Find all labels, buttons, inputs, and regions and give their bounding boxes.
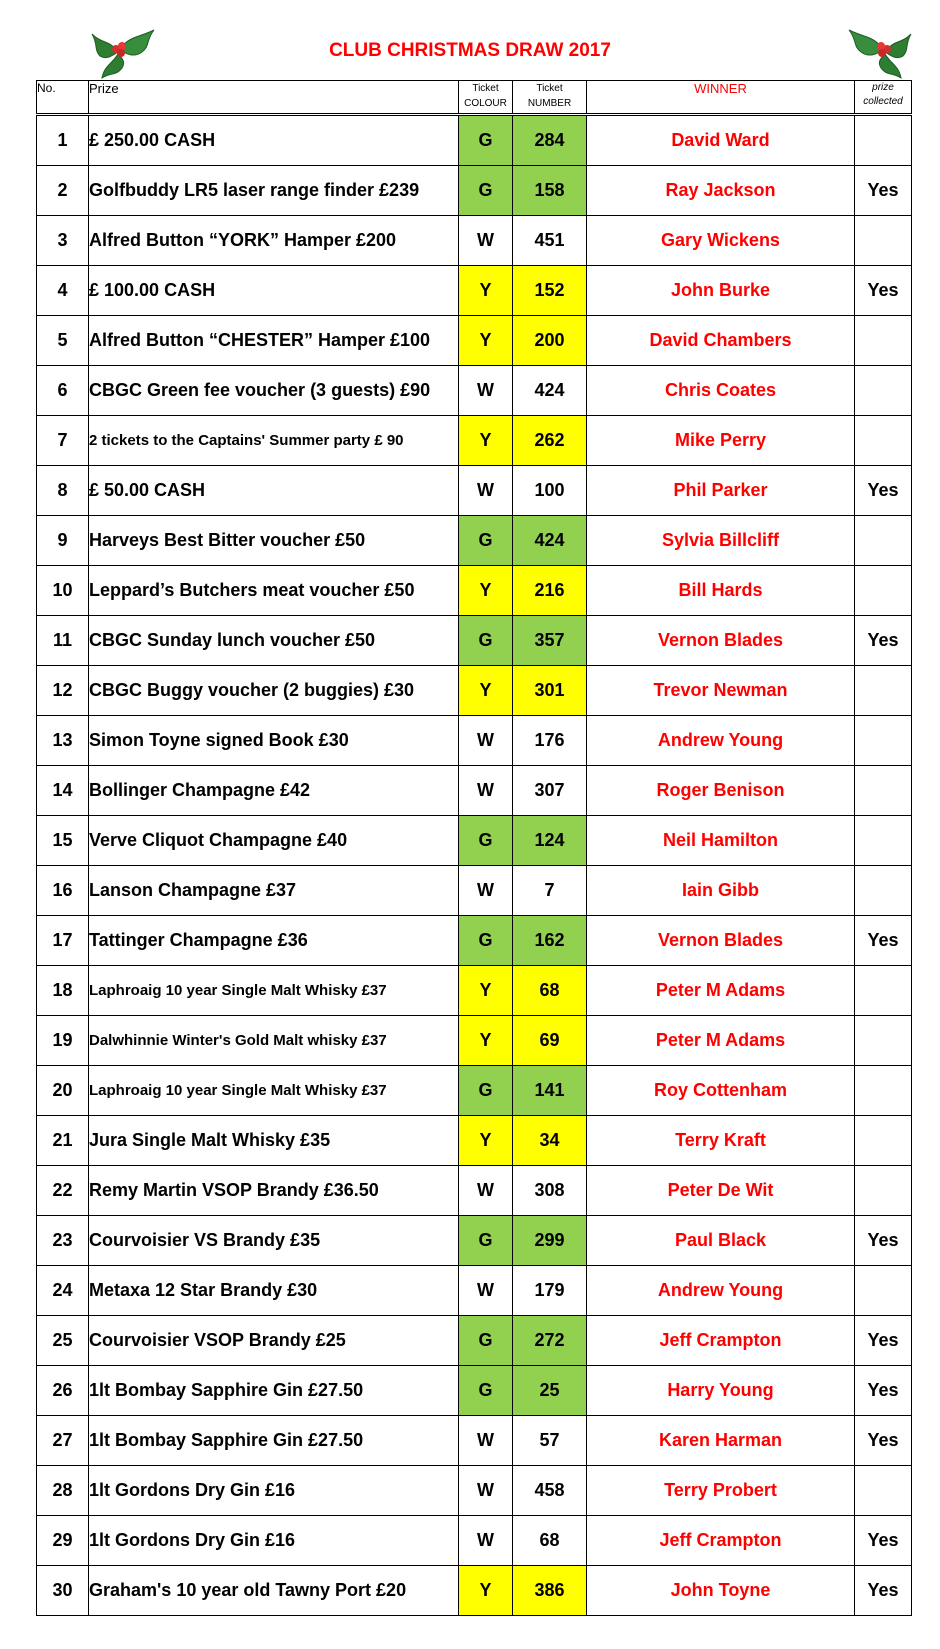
table-row xyxy=(37,1116,912,1166)
header-ticket-colour-line2: COLOUR xyxy=(464,98,507,109)
prize-number-cell: 18 xyxy=(37,966,89,1016)
prize-number-cell: 26 xyxy=(37,1366,89,1416)
header-ticket-number-line1: Ticket xyxy=(536,83,563,94)
winner-cell: David Chambers xyxy=(587,316,855,366)
prize-number-cell: 20 xyxy=(37,1066,89,1116)
prize-cell: Alfred Button “CHESTER” Hamper £100 xyxy=(89,316,459,366)
winner-cell: John Burke xyxy=(587,266,855,316)
table-row xyxy=(37,1416,912,1466)
prize-cell: Verve Cliquot Champagne £40 xyxy=(89,816,459,866)
prize-collected-cell: Yes xyxy=(855,166,912,216)
prize-number-cell: 1 xyxy=(37,115,89,166)
prize-cell: £ 100.00 CASH xyxy=(89,266,459,316)
winner-cell: Bill Hards xyxy=(587,566,855,616)
ticket-number-cell: 200 xyxy=(513,316,587,366)
prize-collected-cell: Yes xyxy=(855,266,912,316)
prize-collected-cell xyxy=(855,716,912,766)
table-row xyxy=(37,616,912,666)
ticket-number-cell: 179 xyxy=(513,1266,587,1316)
prize-cell: Golfbuddy LR5 laser range finder £239 xyxy=(89,166,459,216)
ticket-colour-cell: Y xyxy=(459,666,513,716)
prize-cell: Tattinger Champagne £36 xyxy=(89,916,459,966)
ticket-colour-cell: G xyxy=(459,1316,513,1366)
table-row xyxy=(37,916,912,966)
prize-collected-cell xyxy=(855,1166,912,1216)
ticket-colour-cell: Y xyxy=(459,316,513,366)
prize-cell: Jura Single Malt Whisky £35 xyxy=(89,1116,459,1166)
prize-cell: 2 tickets to the Captains' Summer party £ 90 xyxy=(89,416,459,466)
winner-cell: Sylvia Billcliff xyxy=(587,516,855,566)
ticket-colour-cell: G xyxy=(459,616,513,666)
table-row xyxy=(37,316,912,366)
prize-number-cell: 8 xyxy=(37,466,89,516)
prize-collected-cell xyxy=(855,1016,912,1066)
ticket-number-cell: 34 xyxy=(513,1116,587,1166)
table-row xyxy=(37,266,912,316)
prize-cell: £ 250.00 CASH xyxy=(89,115,459,166)
prize-collected-cell xyxy=(855,866,912,916)
ticket-colour-cell: W xyxy=(459,866,513,916)
ticket-colour-cell: Y xyxy=(459,416,513,466)
prize-number-cell: 23 xyxy=(37,1216,89,1266)
ticket-number-cell: 357 xyxy=(513,616,587,666)
header-ticket-number xyxy=(513,81,587,115)
prize-number-cell: 9 xyxy=(37,516,89,566)
ticket-number-cell: 158 xyxy=(513,166,587,216)
prize-collected-cell xyxy=(855,416,912,466)
prize-cell: Remy Martin VSOP Brandy £36.50 xyxy=(89,1166,459,1216)
winner-cell: Vernon Blades xyxy=(587,916,855,966)
header-ticket-number-line2: NUMBER xyxy=(527,98,572,109)
table-row xyxy=(37,1466,912,1516)
ticket-number-cell: 301 xyxy=(513,666,587,716)
winner-cell: Harry Young xyxy=(587,1366,855,1416)
prize-number-cell: 27 xyxy=(37,1416,89,1466)
ticket-colour-cell: W xyxy=(459,466,513,516)
prize-collected-cell: Yes xyxy=(855,616,912,666)
table-row xyxy=(37,1366,912,1416)
winner-cell: Karen Harman xyxy=(587,1416,855,1466)
winner-cell: Peter M Adams xyxy=(587,1016,855,1066)
prize-cell: Harveys Best Bitter voucher £50 xyxy=(89,516,459,566)
ticket-number-cell: 386 xyxy=(513,1566,587,1616)
prize-collected-cell xyxy=(855,115,912,166)
prize-cell: 1lt Gordons Dry Gin £16 xyxy=(89,1516,459,1566)
prize-number-cell: 10 xyxy=(37,566,89,616)
table-row xyxy=(37,466,912,516)
prize-number-cell: 24 xyxy=(37,1266,89,1316)
prize-collected-cell: Yes xyxy=(855,1316,912,1366)
table-row xyxy=(37,216,912,266)
table-header-row xyxy=(37,81,912,115)
winner-cell: Mike Perry xyxy=(587,416,855,466)
header-prize-collected xyxy=(855,81,912,115)
ticket-number-cell: 124 xyxy=(513,816,587,866)
prize-collected-cell xyxy=(855,566,912,616)
prize-number-cell: 13 xyxy=(37,716,89,766)
prize-cell: 1lt Bombay Sapphire Gin £27.50 xyxy=(89,1416,459,1466)
prize-cell: Dalwhinnie Winter's Gold Malt whisky £37 xyxy=(89,1016,459,1066)
winner-cell: Paul Black xyxy=(587,1216,855,1266)
winner-cell: Peter De Wit xyxy=(587,1166,855,1216)
ticket-colour-cell: W xyxy=(459,1516,513,1566)
header-ticket-colour xyxy=(459,81,513,115)
prize-collected-cell xyxy=(855,666,912,716)
prize-number-cell: 15 xyxy=(37,816,89,866)
prize-number-cell: 6 xyxy=(37,366,89,416)
prize-collected-cell xyxy=(855,216,912,266)
prize-cell: 1lt Bombay Sapphire Gin £27.50 xyxy=(89,1366,459,1416)
prize-number-cell: 11 xyxy=(37,616,89,666)
prize-number-cell: 16 xyxy=(37,866,89,916)
prize-cell: CBGC Green fee voucher (3 guests) £90 xyxy=(89,366,459,416)
header-prize-collected-line1: prize xyxy=(872,82,894,93)
prize-number-cell: 5 xyxy=(37,316,89,366)
table-row xyxy=(37,1066,912,1116)
ticket-colour-cell: W xyxy=(459,1466,513,1516)
table-row xyxy=(37,966,912,1016)
ticket-colour-cell: Y xyxy=(459,966,513,1016)
ticket-colour-cell: Y xyxy=(459,566,513,616)
winner-cell: Andrew Young xyxy=(587,1266,855,1316)
prize-cell: Simon Toyne signed Book £30 xyxy=(89,716,459,766)
winner-cell: Jeff Crampton xyxy=(587,1516,855,1566)
winner-cell: David Ward xyxy=(587,115,855,166)
ticket-number-cell: 424 xyxy=(513,366,587,416)
ticket-number-cell: 424 xyxy=(513,516,587,566)
winner-cell: Neil Hamilton xyxy=(587,816,855,866)
winner-cell: Peter M Adams xyxy=(587,966,855,1016)
table-row xyxy=(37,1516,912,1566)
prize-cell: Courvoisier VS Brandy £35 xyxy=(89,1216,459,1266)
prize-collected-cell xyxy=(855,816,912,866)
ticket-colour-cell: G xyxy=(459,916,513,966)
ticket-number-cell: 57 xyxy=(513,1416,587,1466)
winner-cell: Trevor Newman xyxy=(587,666,855,716)
table-body xyxy=(37,115,912,1616)
ticket-colour-cell: W xyxy=(459,1416,513,1466)
winner-cell: Terry Kraft xyxy=(587,1116,855,1166)
winner-cell: John Toyne xyxy=(587,1566,855,1616)
ticket-number-cell: 262 xyxy=(513,416,587,466)
winner-cell: Ray Jackson xyxy=(587,166,855,216)
prize-collected-cell: Yes xyxy=(855,1516,912,1566)
winner-cell: Jeff Crampton xyxy=(587,1316,855,1366)
table-row xyxy=(37,1566,912,1616)
winner-cell: Terry Probert xyxy=(587,1466,855,1516)
ticket-number-cell: 307 xyxy=(513,766,587,816)
table-row xyxy=(37,1016,912,1066)
ticket-number-cell: 216 xyxy=(513,566,587,616)
table-row xyxy=(37,1266,912,1316)
winner-cell: Roger Benison xyxy=(587,766,855,816)
winner-cell: Iain Gibb xyxy=(587,866,855,916)
prize-collected-cell: Yes xyxy=(855,1416,912,1466)
header-winner: WINNER xyxy=(587,81,855,115)
table-row xyxy=(37,115,912,166)
ticket-number-cell: 176 xyxy=(513,716,587,766)
ticket-colour-cell: G xyxy=(459,1366,513,1416)
prize-number-cell: 22 xyxy=(37,1166,89,1216)
ticket-number-cell: 299 xyxy=(513,1216,587,1266)
prize-number-cell: 30 xyxy=(37,1566,89,1616)
prize-cell: Lanson Champagne £37 xyxy=(89,866,459,916)
table-row xyxy=(37,1316,912,1366)
prize-number-cell: 14 xyxy=(37,766,89,816)
table-row xyxy=(37,816,912,866)
winner-cell: Chris Coates xyxy=(587,366,855,416)
header-prize-collected-line2: collected xyxy=(863,96,903,107)
table-row xyxy=(37,766,912,816)
ticket-colour-cell: G xyxy=(459,1066,513,1116)
prize-cell: CBGC Buggy voucher (2 buggies) £30 xyxy=(89,666,459,716)
ticket-number-cell: 284 xyxy=(513,115,587,166)
prize-collected-cell xyxy=(855,1116,912,1166)
winner-cell: Andrew Young xyxy=(587,716,855,766)
ticket-number-cell: 7 xyxy=(513,866,587,916)
prize-number-cell: 19 xyxy=(37,1016,89,1066)
table-row xyxy=(37,1166,912,1216)
prize-cell: £ 50.00 CASH xyxy=(89,466,459,516)
prize-collected-cell: Yes xyxy=(855,916,912,966)
table-row xyxy=(37,366,912,416)
ticket-colour-cell: G xyxy=(459,816,513,866)
ticket-colour-cell: W xyxy=(459,1166,513,1216)
ticket-colour-cell: Y xyxy=(459,266,513,316)
ticket-number-cell: 308 xyxy=(513,1166,587,1216)
ticket-colour-cell: Y xyxy=(459,1016,513,1066)
winner-cell: Phil Parker xyxy=(587,466,855,516)
prize-cell: Courvoisier VSOP Brandy £25 xyxy=(89,1316,459,1366)
header-ticket-colour-line1: Ticket xyxy=(472,83,499,94)
ticket-number-cell: 69 xyxy=(513,1016,587,1066)
ticket-number-cell: 451 xyxy=(513,216,587,266)
page-title: CLUB CHRISTMAS DRAW 2017 xyxy=(329,40,611,61)
prize-cell: Bollinger Champagne £42 xyxy=(89,766,459,816)
ticket-number-cell: 141 xyxy=(513,1066,587,1116)
prize-number-cell: 21 xyxy=(37,1116,89,1166)
header-prize: Prize xyxy=(89,81,459,115)
ticket-number-cell: 25 xyxy=(513,1366,587,1416)
ticket-number-cell: 162 xyxy=(513,916,587,966)
prize-number-cell: 2 xyxy=(37,166,89,216)
prize-collected-cell: Yes xyxy=(855,466,912,516)
prize-cell: Laphroaig 10 year Single Malt Whisky £37 xyxy=(89,1066,459,1116)
draw-results-table xyxy=(36,80,912,1616)
prize-cell: Alfred Button “YORK” Hamper £200 xyxy=(89,216,459,266)
prize-number-cell: 7 xyxy=(37,416,89,466)
ticket-colour-cell: G xyxy=(459,1216,513,1266)
table-row xyxy=(37,566,912,616)
table-row xyxy=(37,1216,912,1266)
table-row xyxy=(37,416,912,466)
ticket-number-cell: 152 xyxy=(513,266,587,316)
table-row xyxy=(37,516,912,566)
table-row xyxy=(37,866,912,916)
prize-cell: CBGC Sunday lunch voucher £50 xyxy=(89,616,459,666)
table-row xyxy=(37,716,912,766)
ticket-colour-cell: G xyxy=(459,516,513,566)
prize-collected-cell xyxy=(855,316,912,366)
prize-number-cell: 12 xyxy=(37,666,89,716)
prize-cell: Metaxa 12 Star Brandy £30 xyxy=(89,1266,459,1316)
prize-number-cell: 25 xyxy=(37,1316,89,1366)
table-row xyxy=(37,166,912,216)
prize-number-cell: 29 xyxy=(37,1516,89,1566)
winner-cell: Vernon Blades xyxy=(587,616,855,666)
prize-collected-cell xyxy=(855,766,912,816)
prize-collected-cell: Yes xyxy=(855,1216,912,1266)
prize-collected-cell xyxy=(855,1466,912,1516)
ticket-colour-cell: Y xyxy=(459,1116,513,1166)
prize-collected-cell xyxy=(855,1066,912,1116)
ticket-number-cell: 272 xyxy=(513,1316,587,1366)
prize-number-cell: 3 xyxy=(37,216,89,266)
ticket-colour-cell: G xyxy=(459,115,513,166)
table-row xyxy=(37,666,912,716)
ticket-colour-cell: W xyxy=(459,216,513,266)
ticket-number-cell: 68 xyxy=(513,1516,587,1566)
winner-cell: Roy Cottenham xyxy=(587,1066,855,1116)
prize-number-cell: 4 xyxy=(37,266,89,316)
ticket-colour-cell: W xyxy=(459,716,513,766)
ticket-number-cell: 100 xyxy=(513,466,587,516)
ticket-number-cell: 68 xyxy=(513,966,587,1016)
prize-cell: Leppard’s Butchers meat voucher £50 xyxy=(89,566,459,616)
ticket-colour-cell: W xyxy=(459,766,513,816)
prize-cell: 1lt Gordons Dry Gin £16 xyxy=(89,1466,459,1516)
prize-collected-cell: Yes xyxy=(855,1566,912,1616)
prize-collected-cell xyxy=(855,1266,912,1316)
ticket-number-cell: 458 xyxy=(513,1466,587,1516)
prize-cell: Graham's 10 year old Tawny Port £20 xyxy=(89,1566,459,1616)
prize-number-cell: 28 xyxy=(37,1466,89,1516)
ticket-colour-cell: Y xyxy=(459,1566,513,1616)
winner-cell: Gary Wickens xyxy=(587,216,855,266)
ticket-colour-cell: W xyxy=(459,1266,513,1316)
prize-collected-cell xyxy=(855,966,912,1016)
prize-cell: Laphroaig 10 year Single Malt Whisky £37 xyxy=(89,966,459,1016)
header-no: No. xyxy=(37,81,89,115)
ticket-colour-cell: W xyxy=(459,366,513,416)
prize-collected-cell: Yes xyxy=(855,1366,912,1416)
ticket-colour-cell: G xyxy=(459,166,513,216)
prize-collected-cell xyxy=(855,366,912,416)
prize-number-cell: 17 xyxy=(37,916,89,966)
prize-collected-cell xyxy=(855,516,912,566)
